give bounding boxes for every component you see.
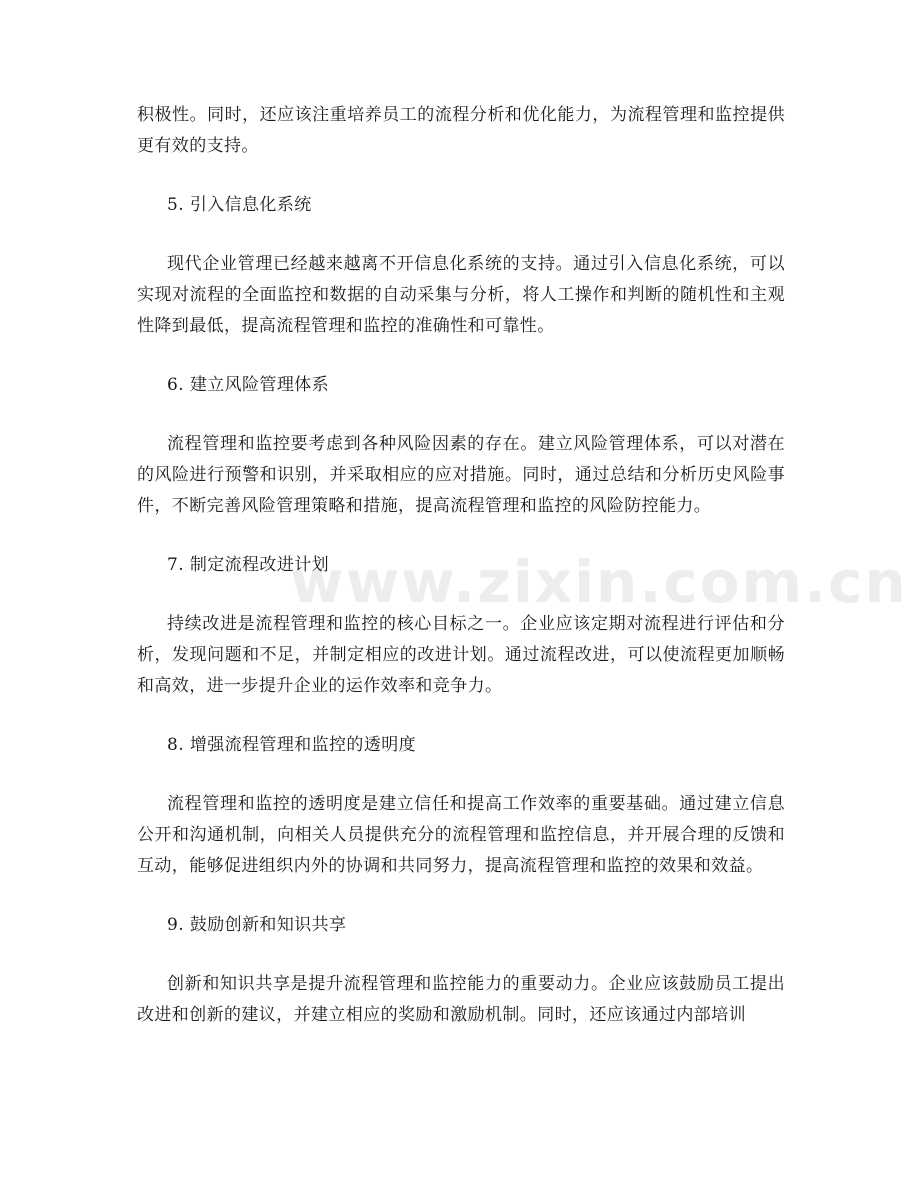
section-body-8: 流程管理和监控的透明度是建立信任和提高工作效率的重要基础。通过建立信息公开和沟通机制，向相关人员提供充分的流程管理和监控信息，并开展合理的反馈和互动，能够促进组织内外的协调和共同努力，提高流程管理和监控的效果和效益。 (137, 794, 785, 876)
watermark: www.zixin.com.cn (290, 548, 908, 616)
section-heading-7: 7. 制定流程改进计划 (167, 555, 330, 575)
section-body-6: 流程管理和监控要考虑到各种风险因素的存在。建立风险管理体系，可以对潜在的风险进行预警和识别，并采取相应的应对措施。同时，通过总结和分析历史风险事件，不断完善风险管理策略和措施，提高流程管理和监控的风险防控能力。 (137, 434, 785, 516)
section-heading-6: 6. 建立风险管理体系 (167, 375, 330, 395)
section-heading-5: 5. 引入信息化系统 (167, 195, 312, 215)
intro-paragraph: 积极性。同时，还应该注重培养员工的流程分析和优化能力，为流程管理和监控提供更有效的支持。 (137, 105, 785, 156)
section-body-9: 创新和知识共享是提升流程管理和监控能力的重要动力。企业应该鼓励员工提出改进和创新的建议，并建立相应的奖励和激励机制。同时，还应该通过内部培训 (137, 974, 785, 1025)
document-body (137, 100, 785, 1059)
section-body-7: 持续改进是流程管理和监控的核心目标之一。企业应该定期对流程进行评估和分析，发现问题和不足，并制定相应的改进计划。通过流程改进，可以使流程更加顺畅和高效，进一步提升企业的运作效率和竞争力。 (137, 614, 785, 696)
section-heading-9: 9. 鼓励创新和知识共享 (167, 915, 347, 935)
section-body-5: 现代企业管理已经越来越离不开信息化系统的支持。通过引入信息化系统，可以实现对流程的全面监控和数据的自动采集与分析，将人工操作和判断的随机性和主观性降到最低，提高流程管理和监控的准确性和可靠性。 (137, 254, 785, 336)
section-heading-8: 8. 增强流程管理和监控的透明度 (167, 735, 417, 755)
